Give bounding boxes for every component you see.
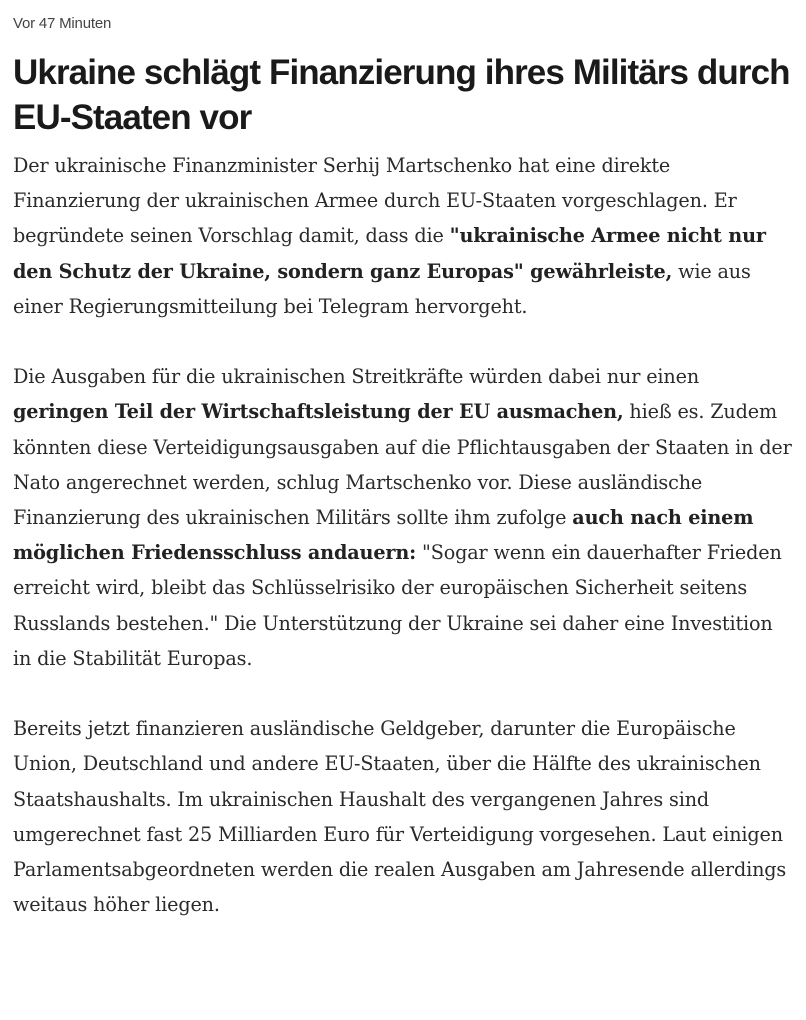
paragraph-highlight-bold: auch nach einem möglichen Friedensschluss andauern: [13,506,754,565]
paragraph-2 [13,359,793,676]
article-headline: Ukraine schlägt Finanzierung ihres Militärs durch EU-Staaten vor [13,53,790,137]
article-timestamp: Vor 47 Minuten [13,15,112,32]
paragraph-highlight-bold: geringen Teil der Wirtschaftsleistung der EU ausmachen, [13,400,624,424]
paragraph-text: Bereits jetzt finanzieren ausländische Geldgeber, darunter die Europäische Union, Deutschland und andere EU-Staaten, über die Hälfte des ukrainischen Staatshaushalts. Im ukrainischen Haushalt des vergangenen Jahres sind umgerechnet fast 25 Milliarden Euro für Verteidigung vorgesehen. Laut einigen Parlamentsabgeordneten werden die realen Ausgaben am Jahresende allerdings weitaus höher liegen. [13,717,787,917]
paragraph-text: "Sogar wenn ein dauerhafter Frieden erreicht wird, bleibt das Schlüsselrisiko der europäischen Sicherheit seitens Russlands bestehen." Die Unterstützung der Ukraine sei daher eine Investition in die Stabilität Europas. [13,541,782,670]
article [13,0,793,958]
paragraph-text: Der ukrainische Finanzminister Serhij Martschenko hat eine direkte Finanzierung der ukrainischen Armee durch EU-Staaten vorgeschlagen. Er begründete seinen Vorschlag damit, dass die [13,154,737,248]
paragraph-quote-bold: "ukrainische Armee nicht nur den Schutz der Ukraine, sondern ganz Europas" gewährleiste, [13,224,766,283]
paragraph-text: Die Ausgaben für die ukrainischen Streitkräfte würden dabei nur einen [13,365,700,389]
paragraph-3 [13,711,793,922]
article-body [13,148,793,922]
paragraph-1 [13,148,793,324]
paragraph-text: wie aus einer Regierungsmitteilung bei Telegram hervorgeht. [13,259,751,318]
paragraph-text: hieß es. Zudem könnten diese Verteidigungsausgaben auf die Pflichtausgaben der Staaten in der Nato angerechnet werden, schlug Martschenko vor. Diese ausländische Finanzierung des ukrainischen Militärs sollte ihm zufolge [13,400,792,530]
